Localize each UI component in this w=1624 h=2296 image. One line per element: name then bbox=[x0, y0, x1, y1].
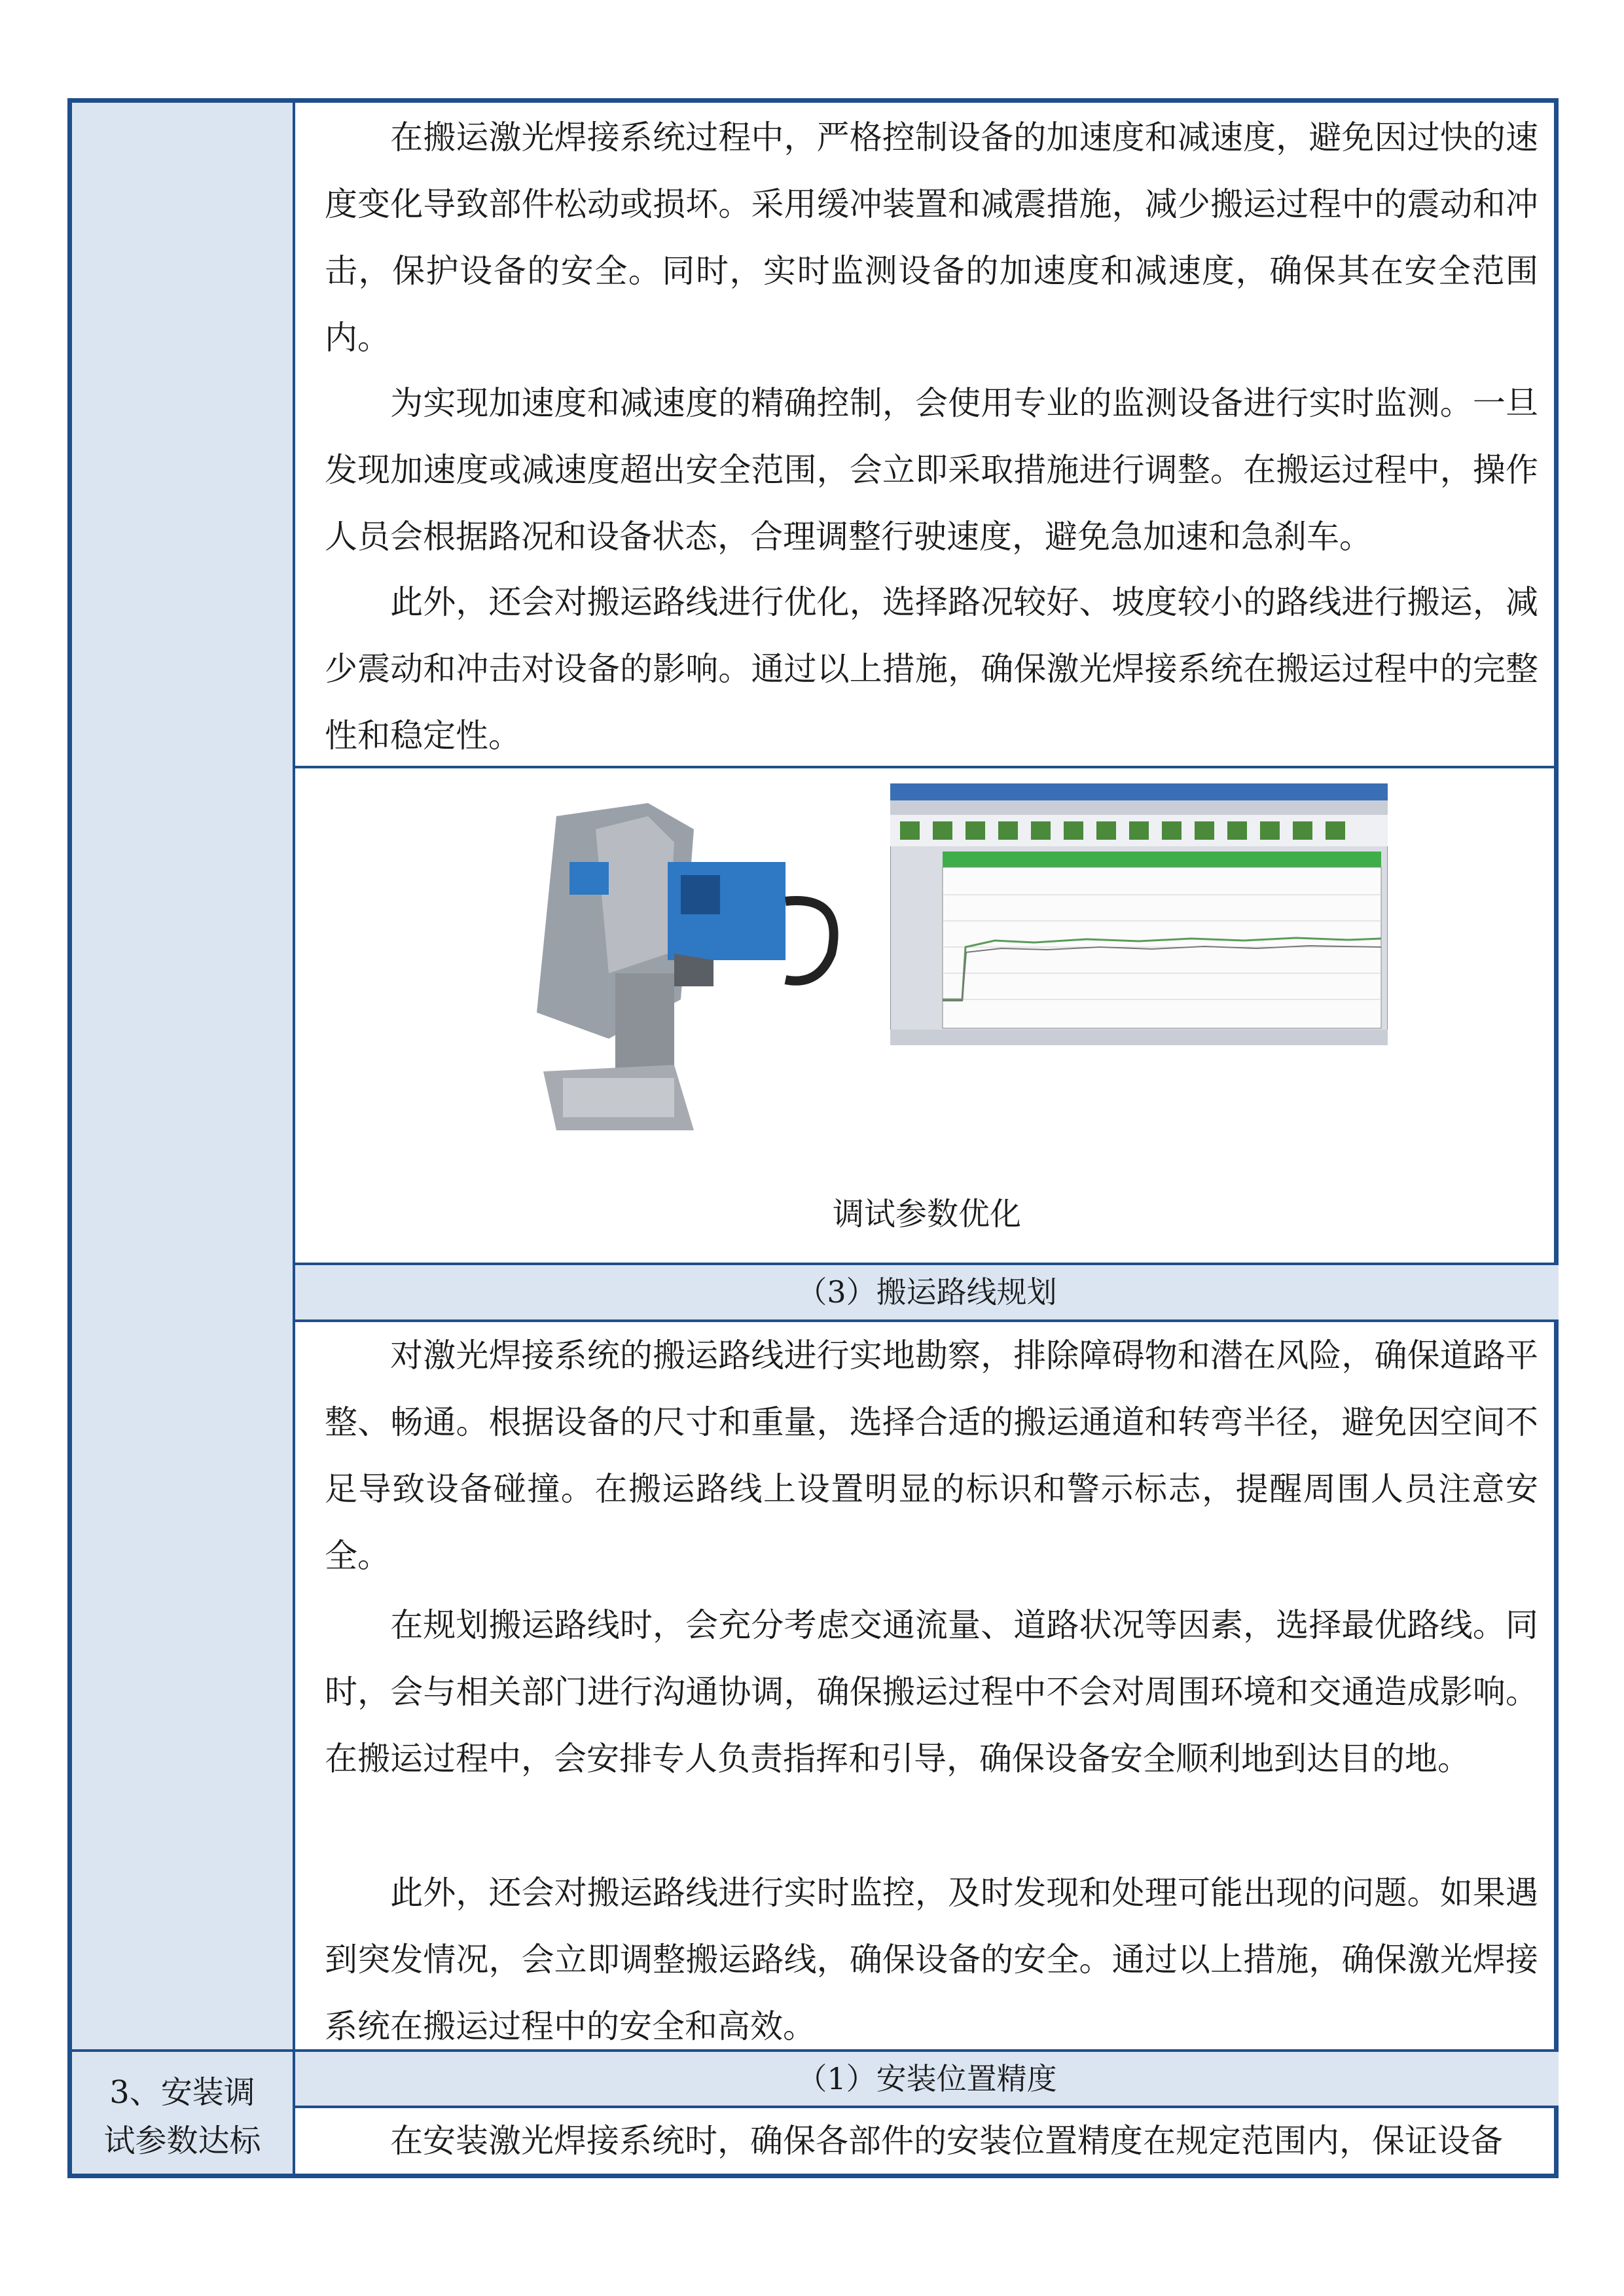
subheading: （3）搬运路线规划 bbox=[295, 1265, 1559, 1319]
content-table bbox=[67, 98, 1559, 2178]
software-screenshot bbox=[890, 783, 1388, 1045]
paragraph: 此外，还会对搬运路线进行实时监控，及时发现和处理可能出现的问题。如果遇到突发情况，会立即调整搬运路线，确保设备的安全。通过以上措施，确保激光焊接系统在搬运过程中的安全和高效。 bbox=[325, 1874, 1538, 2045]
paragraph: 此外，还会对搬运路线进行优化，选择路况较好、坡度较小的路线进行搬运，减少震动和冲击对设备的影响。通过以上措施，确保激光焊接系统在搬运过程中的完整性和稳定性。 bbox=[325, 583, 1538, 755]
section3-label: 3、安装调 试参数达标 bbox=[103, 2074, 261, 2159]
paragraph: 在规划搬运路线时，会充分考虑交通流量、道路状况等因素，选择最优路线。同时，会与相关部门进行沟通协调，确保搬运过程中不会对周围环境和交通造成影响。在搬运过程中，会安排专人负责指挥和引导，确保设备安全顺利地到达目的地。 bbox=[325, 1606, 1538, 1778]
paragraph: 在搬运激光焊接系统过程中，严格控制设备的加速度和减速度，避免因过快的速度变化导致部件松动或损坏。采用缓冲装置和减震措施，减少搬运过程中的震动和冲击，保护设备的安全。同时，实时监测设备的加速度和减速度，确保其在安全范围内。 bbox=[325, 118, 1538, 357]
laser-head-photo bbox=[478, 790, 949, 1170]
paragraph: 在安装激光焊接系统时，确保各部件的安装位置精度在规定范围内，保证设备 bbox=[390, 2122, 1503, 2160]
paragraph: 为实现加速度和减速度的精确控制，会使用专业的监测设备进行实时监测。一旦发现加速度或减速度超出安全范围，会立即采取措施进行调整。在搬运过程中，操作人员会根据路况和设备状态，合理调整行驶速度，避免急加速和急刹车。 bbox=[325, 384, 1538, 556]
subheading: （1）安装位置精度 bbox=[295, 2052, 1559, 2106]
figure-caption: 调试参数优化 bbox=[832, 1196, 1021, 1232]
left-label-column bbox=[72, 103, 295, 2174]
paragraph: 对激光焊接系统的搬运路线进行实地勘察，排除障碍物和潜在风险，确保道路平整、畅通。根据设备的尺寸和重量，选择合适的搬运通道和转弯半径，避免因空间不足导致设备碰撞。在搬运路线上设置明显的标识和警示标志，提醒周围人员注意安全。 bbox=[325, 1336, 1538, 1575]
